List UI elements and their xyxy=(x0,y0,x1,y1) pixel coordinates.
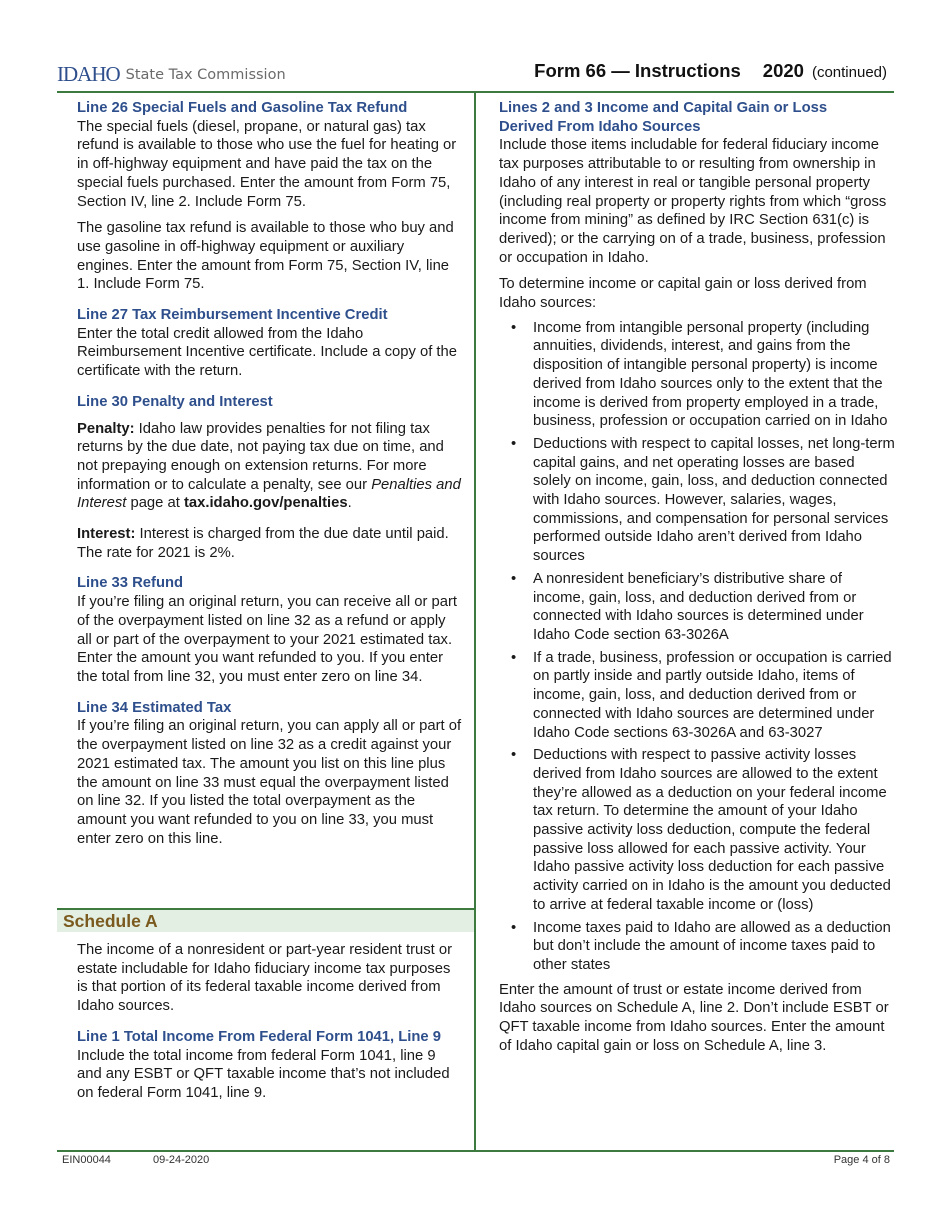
idaho-source-rules-list xyxy=(499,319,896,975)
schedule-a-content xyxy=(77,941,462,1111)
line30-section xyxy=(77,393,462,563)
form-year: 2020 xyxy=(762,60,804,81)
schedule-a-intro: The income of a nonresident or part-year resident trust or estate includable for Idaho fiduciary income tax purposes is that portion of its federal taxable income derived from Idaho sources. xyxy=(77,942,453,1015)
schedule-a-line1-text: Include the total income from federal Form 1041, line 9 and any ESBT or QFT taxable income that’s not included on federal Form 1041, line 9. xyxy=(77,1047,450,1101)
interest-paragraph xyxy=(77,525,462,562)
page-header xyxy=(57,58,893,92)
lines2-3-para1: Include those items includable for federal fiduciary income tax purposes attributable to or resulting from ownership in Idaho of any interest in real or tangible personal property (including real property or property rights from which “gross income from mining” as defined by IRC Section 631(c) is derived); or the carrying on of a trade, business, profession or occupation in Idaho. xyxy=(499,137,887,266)
line33-heading: Line 33 Refund xyxy=(77,575,184,592)
penalty-text: Idaho law provides penalties for not filing tax returns by the due date, not paying tax due on time, and not prepaying enough on extension returns. For more information or to calculate a penalty, see our xyxy=(77,420,444,493)
right-column xyxy=(499,99,896,1063)
list-item: • A nonresident beneficiary’s distributive share of income, gain, loss, and deduction derived from or connected with Idaho sources is determined under Idaho Code section 63-3026A xyxy=(511,570,864,643)
line26-para1: The special fuels (diesel, propane, or natural gas) tax refund is available to those who use the fuel for heating or in off-highway equipment and have paid the tax on the special fuels purchased. Enter the amount from Form 75, Section IV, line 2. Include Form 75. xyxy=(77,118,457,210)
schedule-a-title: Schedule A xyxy=(63,911,158,931)
line34-section xyxy=(77,699,462,849)
line26-section xyxy=(77,99,462,294)
line34-heading: Line 34 Estimated Tax xyxy=(77,699,232,716)
line33-section xyxy=(77,574,462,686)
penalty-paragraph xyxy=(77,420,462,514)
lines2-3-para3: Enter the amount of trust or estate income derived from Idaho sources on Schedule A, line 2. Don’t include ESBT or QFT taxable income from Idaho sources. Enter the amount of Idaho capital gain or loss on Schedule A, line 3. xyxy=(499,981,889,1054)
agency-name: State Tax Commission xyxy=(125,66,286,83)
line27-para1: Enter the total credit allowed from the Idaho Reimbursement Incentive certificate. Include a copy of the certificate with the return. xyxy=(77,325,457,380)
idaho-logo xyxy=(57,62,286,86)
list-item: • Income taxes paid to Idaho are allowed as a deduction but don’t include the amount of income taxes paid to other states xyxy=(511,919,891,973)
list-item: • Income from intangible personal property (including annuities, dividends, interest, and gains from the disposition of intangible personal property) is income derived from Idaho sources only to the extent that the income is derived from property employed in a trade, business, profession or occupation carried on in Idaho xyxy=(511,319,888,430)
line26-para2: The gasoline tax refund is available to those who buy and use gasoline in off-highway equipment or auxiliary engines. Enter the amount from Form 75, Section IV, line 1. Include Form 75. xyxy=(77,220,454,293)
line30-heading: Line 30 Penalty and Interest xyxy=(77,393,273,410)
penalty-url: tax.idaho.gov/penalties xyxy=(183,495,348,512)
form-title-block xyxy=(534,60,887,82)
form-title: Form 66 — Instructions xyxy=(534,60,741,81)
interest-text: Interest is charged from the due date until paid. The rate for 2021 is 2%. xyxy=(77,526,449,561)
page-number: Page 4 of 8 xyxy=(833,1154,890,1166)
column-divider xyxy=(474,92,476,1151)
list-item: • Deductions with respect to capital losses, net long-term capital gains, and net operating losses are based solely on income, gain, loss, and deduction connected with Idaho sources. However, salaries, wages, commissions, and compensation for personal services performed outside Idaho aren’t derived from Idaho sources xyxy=(511,435,895,565)
line34-para1: If you’re filing an original return, you can apply all or part of the overpayment listed on line 32 as a credit against your 2021 estimated tax. The amount you list on this line plus the amount on line 33 must equal the overpayment listed on line 32. If you listed the total overpayment as the amount you want refunded to you on line 33, you must enter zero on this line. xyxy=(77,718,462,847)
revision-date: 09-24-2020 xyxy=(153,1154,210,1166)
line27-section xyxy=(77,306,462,381)
penalty-label: Penalty: xyxy=(77,420,135,437)
left-column xyxy=(77,99,462,860)
footer-rule xyxy=(57,1150,894,1152)
lines2-3-para2: To determine income or capital gain or loss derived from Idaho sources: xyxy=(499,276,867,312)
line26-heading: Line 26 Special Fuels and Gasoline Tax Refund xyxy=(77,100,408,116)
penalty-text2: page at xyxy=(126,495,184,512)
penalty-page-name: Penalties and Interest xyxy=(77,476,461,512)
schedule-a-banner xyxy=(57,908,474,932)
interest-label: Interest: xyxy=(77,526,136,543)
lines2-3-heading: Lines 2 and 3 Income and Capital Gain or Loss Derived From Idaho Sources xyxy=(499,100,828,135)
form-code: EIN00044 xyxy=(62,1154,111,1166)
list-item: • Deductions with respect to passive activity losses derived from Idaho sources are allowed to the extent they’re allowed as a deduction on your federal income tax return. To determine the amount of your Idaho passive activity loss deduction, compute the federal passive loss allowed for each passive activity. Your Idaho passive activity loss deduction for each passive activity carried on in Idaho is the amount you deducted to arrive at federal taxable income or (loss) xyxy=(511,747,891,913)
continued-label: (continued) xyxy=(811,64,887,81)
list-item: • If a trade, business, profession or occupation is carried on partly inside and partly outside Idaho, items of income, gain, loss, and deduction derived from or connected with Idaho sources are determined under Idaho Code sections 63-3026A and 63-3027 xyxy=(511,649,892,741)
line27-heading: Line 27 Tax Reimbursement Incentive Credit xyxy=(77,307,388,324)
schedule-a-line1-heading: Line 1 Total Income From Federal Form 1041, Line 9 xyxy=(77,1028,441,1045)
logo-wordmark: IDAHO xyxy=(57,62,120,86)
line33-para1: If you’re filing an original return, you can receive all or part of the overpayment listed on line 32 as a refund or apply all or part of the overpayment to your 2021 estimated tax. Enter the amount you want refunded to you. If you enter the total from line 32, you must enter zero on line 34. xyxy=(77,594,457,685)
penalty-end: . xyxy=(347,495,352,512)
